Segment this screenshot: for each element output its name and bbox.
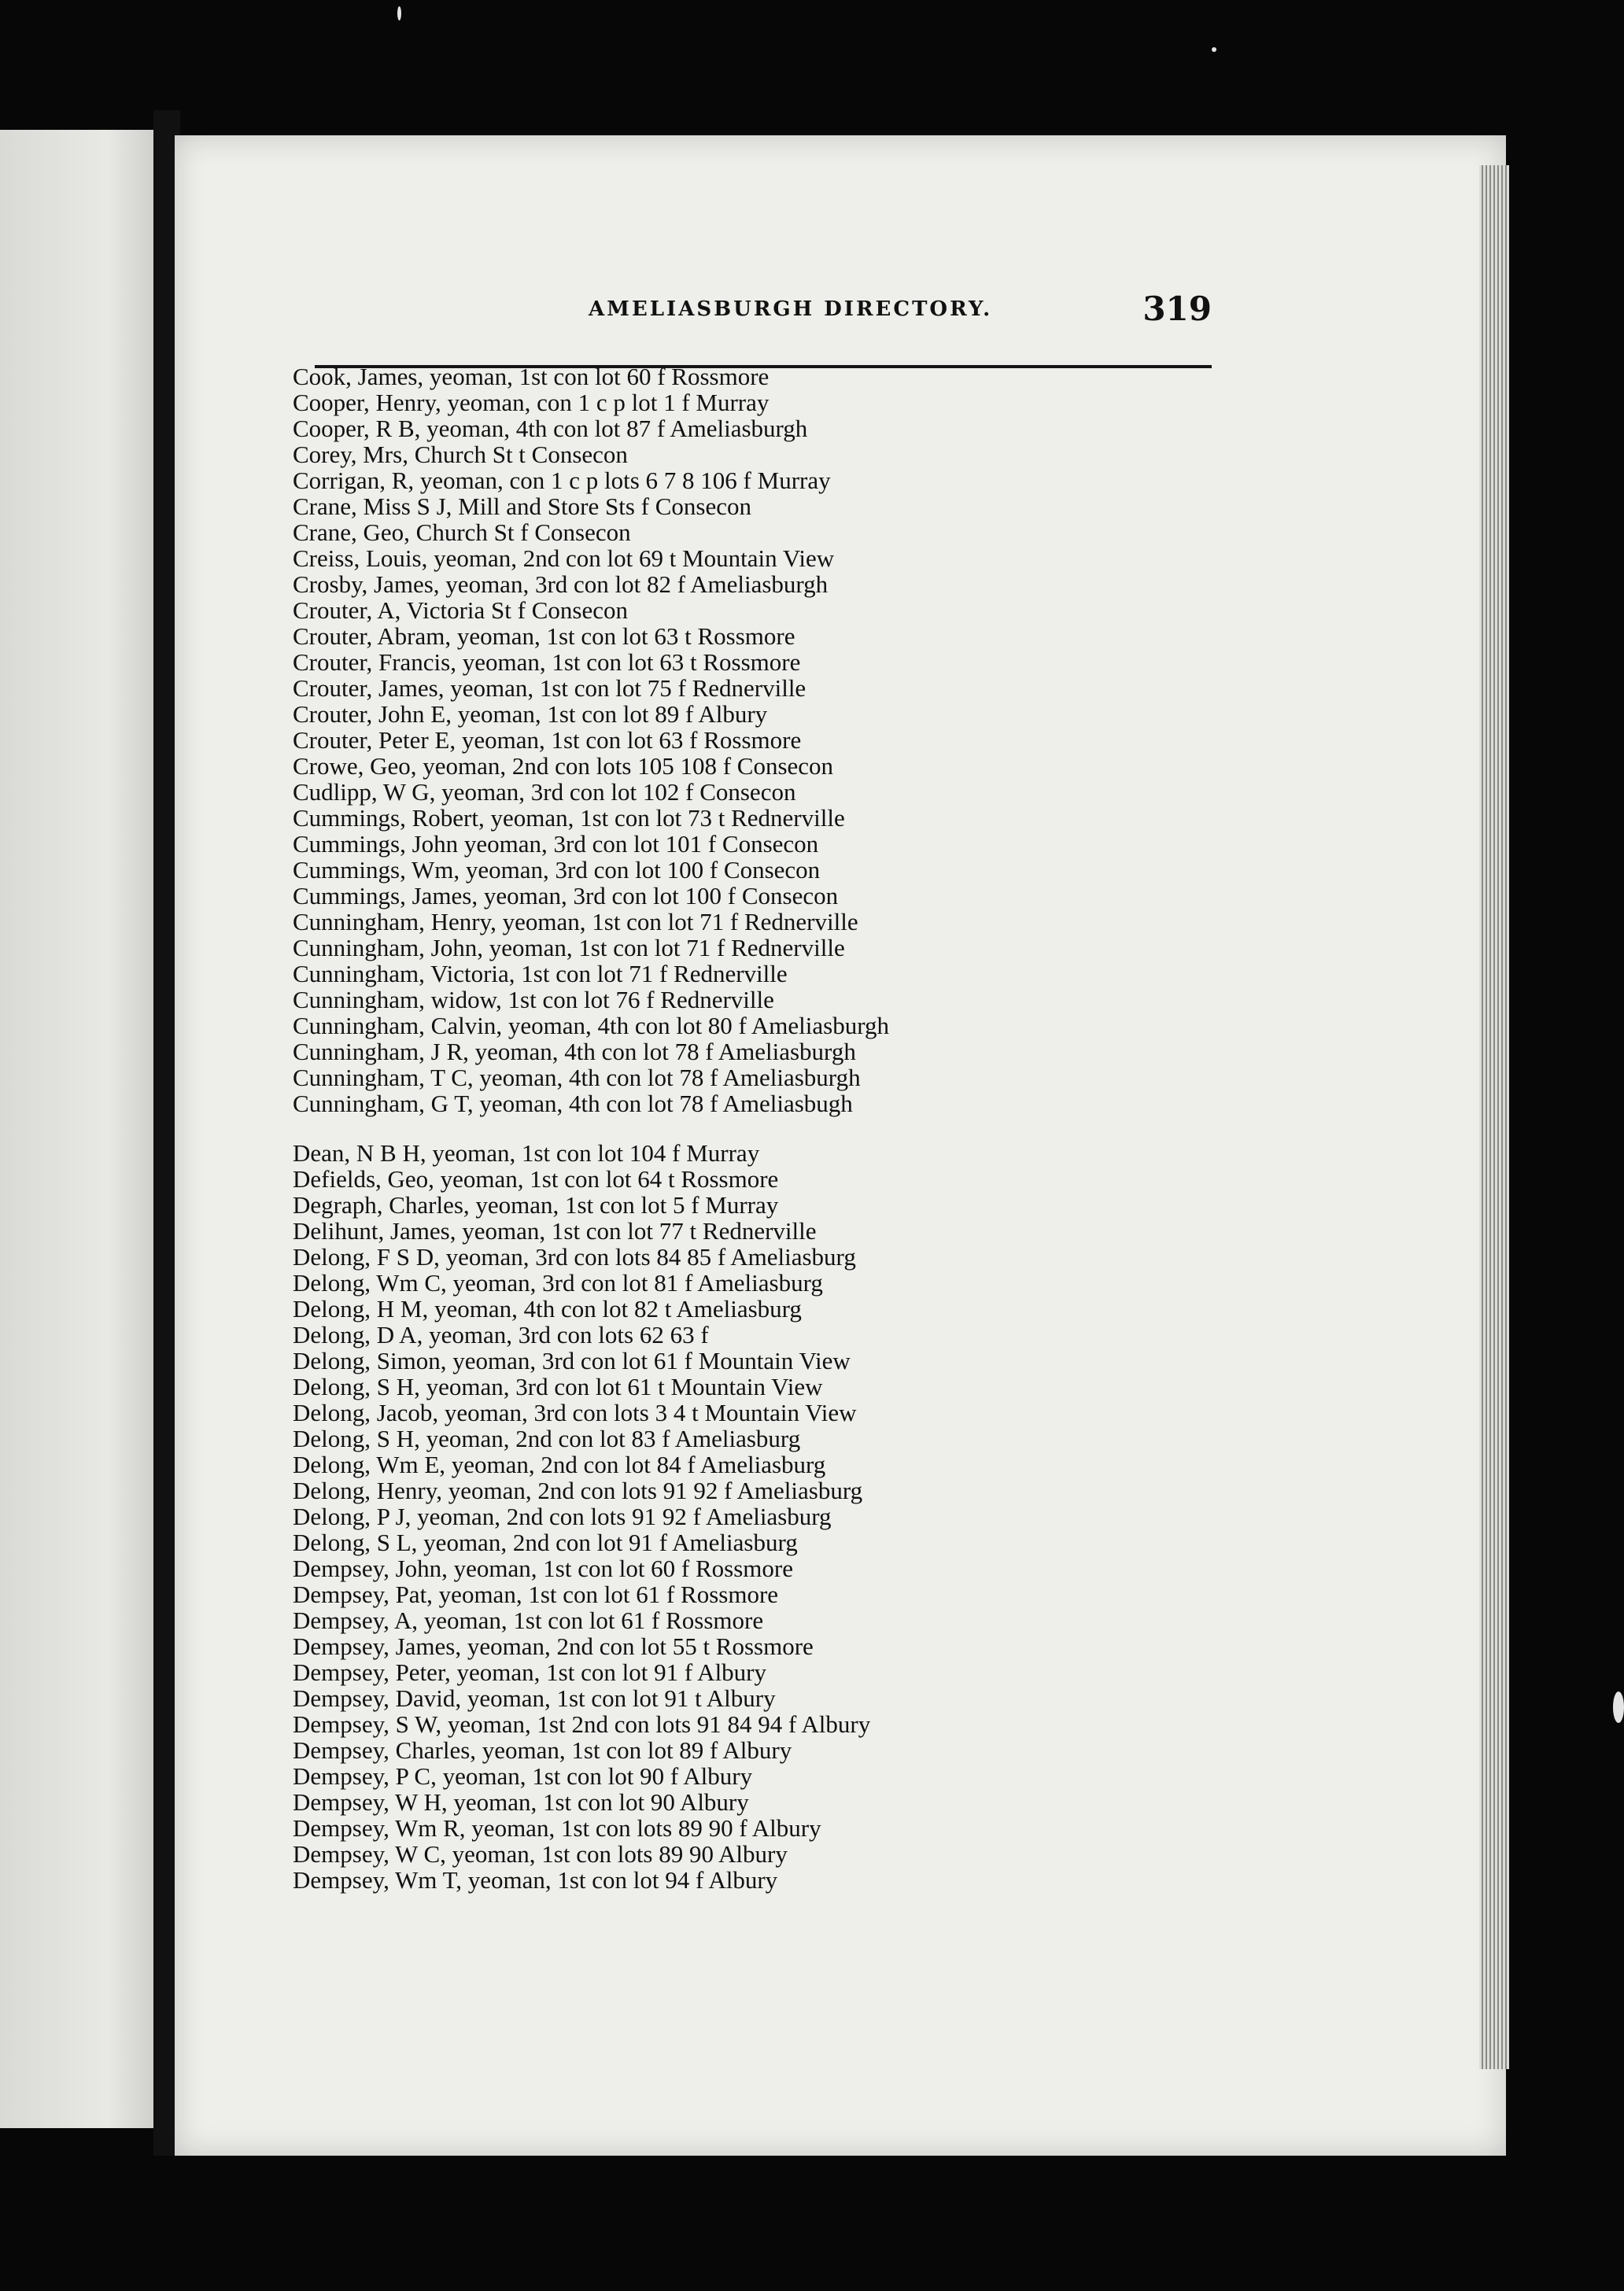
- directory-entry: Dempsey, A, yeoman, 1st con lot 61 f Rossmore: [293, 1607, 764, 1634]
- directory-entry: Cooper, R B, yeoman, 4th con lot 87 f Ameliasburgh: [293, 415, 808, 442]
- directory-entry: Delong, P J, yeoman, 2nd con lots 91 92 f Ameliasburg: [293, 1503, 832, 1530]
- directory-entry: Corrigan, R, yeoman, con 1 c p lots 6 7 8 106 f Murray: [293, 467, 831, 494]
- directory-entry: Cunningham, Victoria, 1st con lot 71 f Rednerville: [293, 960, 788, 987]
- directory-entry: Delong, H M, yeoman, 4th con lot 82 t Ameliasburg: [293, 1295, 802, 1323]
- directory-entry: Cunningham, Calvin, yeoman, 4th con lot 80 f Ameliasburgh: [293, 1012, 889, 1039]
- directory-entry: Cummings, James, yeoman, 3rd con lot 100 f Consecon: [293, 882, 839, 909]
- directory-entry: Cook, James, yeoman, 1st con lot 60 f Rossmore: [293, 363, 770, 390]
- film-speck: [1212, 47, 1216, 52]
- directory-entry: Dempsey, Charles, yeoman, 1st con lot 89 f Albury: [293, 1736, 792, 1764]
- directory-entry: Crouter, Abram, yeoman, 1st con lot 63 t Rossmore: [293, 622, 795, 650]
- page-header: [315, 290, 1212, 368]
- directory-entry: Crouter, Peter E, yeoman, 1st con lot 63 f Rossmore: [293, 726, 802, 754]
- directory-entry: Cudlipp, W G, yeoman, 3rd con lot 102 f Consecon: [293, 778, 796, 806]
- film-speck: [397, 6, 401, 20]
- page-edges: [1479, 165, 1509, 2069]
- directory-entry: Degraph, Charles, yeoman, 1st con lot 5 f Murray: [293, 1191, 779, 1219]
- directory-entries: [293, 363, 1316, 1893]
- directory-entry: Delong, F S D, yeoman, 3rd con lots 84 85 f Ameliasburg: [293, 1243, 856, 1271]
- directory-entry: Defields, Geo, yeoman, 1st con lot 64 t Rossmore: [293, 1165, 779, 1193]
- directory-entry: Crouter, James, yeoman, 1st con lot 75 f Rednerville: [293, 674, 806, 702]
- directory-entry: Creiss, Louis, yeoman, 2nd con lot 69 t Mountain View: [293, 544, 835, 572]
- directory-entry: Dean, N B H, yeoman, 1st con lot 104 f Murray: [293, 1139, 760, 1167]
- directory-entry: Delong, S H, yeoman, 2nd con lot 83 f Ameliasburg: [293, 1425, 801, 1452]
- directory-entry: Cummings, Robert, yeoman, 1st con lot 73 t Rednerville: [293, 804, 845, 832]
- directory-entry: Delong, Wm E, yeoman, 2nd con lot 84 f Ameliasburg: [293, 1451, 826, 1478]
- directory-entry: Dempsey, Wm T, yeoman, 1st con lot 94 f Albury: [293, 1866, 778, 1894]
- directory-entry: Dempsey, Wm R, yeoman, 1st con lots 89 90 f Albury: [293, 1814, 821, 1842]
- directory-entry: Cunningham, Henry, yeoman, 1st con lot 71 f Rednerville: [293, 908, 858, 935]
- facing-page: [0, 130, 158, 2128]
- directory-entry: Delihunt, James, yeoman, 1st con lot 77 t Rednerville: [293, 1217, 817, 1245]
- directory-entry: Dempsey, James, yeoman, 2nd con lot 55 t Rossmore: [293, 1632, 814, 1660]
- directory-entry: Cummings, John yeoman, 3rd con lot 101 f Consecon: [293, 830, 819, 858]
- directory-entry: Cooper, Henry, yeoman, con 1 c p lot 1 f Murray: [293, 389, 770, 416]
- directory-entry: Dempsey, W C, yeoman, 1st con lots 89 90 Albury: [293, 1840, 788, 1868]
- directory-entry: Crane, Geo, Church St f Consecon: [293, 518, 631, 546]
- directory-entry: Dempsey, S W, yeoman, 1st 2nd con lots 91 84 94 f Albury: [293, 1710, 871, 1738]
- directory-entry: Delong, S L, yeoman, 2nd con lot 91 f Ameliasburg: [293, 1529, 798, 1556]
- film-speck: [1613, 1692, 1624, 1723]
- directory-entry: Delong, Simon, yeoman, 3rd con lot 61 f Mountain View: [293, 1347, 851, 1374]
- directory-entry: Dempsey, David, yeoman, 1st con lot 91 t Albury: [293, 1684, 776, 1712]
- directory-entry: Delong, S H, yeoman, 3rd con lot 61 t Mountain View: [293, 1373, 823, 1400]
- directory-entry: Delong, D A, yeoman, 3rd con lots 62 63 f: [293, 1321, 709, 1348]
- directory-entry: Crouter, Francis, yeoman, 1st con lot 63 t Rossmore: [293, 648, 801, 676]
- directory-entry: Dempsey, W H, yeoman, 1st con lot 90 Albury: [293, 1788, 749, 1816]
- directory-entry: Dempsey, John, yeoman, 1st con lot 60 f Rossmore: [293, 1555, 793, 1582]
- directory-entry: Crouter, John E, yeoman, 1st con lot 89 f Albury: [293, 700, 768, 728]
- directory-entry: Dempsey, Pat, yeoman, 1st con lot 61 f Rossmore: [293, 1581, 779, 1608]
- page-number: 319: [1142, 290, 1212, 328]
- directory-entry: Crosby, James, yeoman, 3rd con lot 82 f Ameliasburgh: [293, 570, 829, 598]
- directory-entry: Delong, Wm C, yeoman, 3rd con lot 81 f Ameliasburg: [293, 1269, 823, 1297]
- directory-entry: Cunningham, T C, yeoman, 4th con lot 78 f Ameliasburgh: [293, 1064, 861, 1091]
- directory-entry: Crouter, A, Victoria St f Consecon: [293, 596, 628, 624]
- directory-entry: Cunningham, J R, yeoman, 4th con lot 78 f Ameliasburgh: [293, 1038, 856, 1065]
- directory-entry: Dempsey, Peter, yeoman, 1st con lot 91 f Albury: [293, 1658, 767, 1686]
- directory-entry: Delong, Henry, yeoman, 2nd con lots 91 92 f Ameliasburg: [293, 1477, 863, 1504]
- directory-entry: Cummings, Wm, yeoman, 3rd con lot 100 f Consecon: [293, 856, 821, 884]
- directory-entry: Crowe, Geo, yeoman, 2nd con lots 105 108 f Consecon: [293, 752, 834, 780]
- directory-entry: Corey, Mrs, Church St t Consecon: [293, 441, 628, 468]
- directory-entry: Cunningham, G T, yeoman, 4th con lot 78 f Ameliasbugh: [293, 1090, 853, 1117]
- directory-entry: Delong, Jacob, yeoman, 3rd con lots 3 4 t Mountain View: [293, 1399, 857, 1426]
- directory-entry: Cunningham, widow, 1st con lot 76 f Rednerville: [293, 986, 774, 1013]
- running-title: AMELIASBURGH DIRECTORY.: [589, 297, 993, 321]
- directory-entry: Cunningham, John, yeoman, 1st con lot 71 f Rednerville: [293, 934, 845, 961]
- directory-entry: Crane, Miss S J, Mill and Store Sts f Consecon: [293, 493, 751, 520]
- directory-entry: Dempsey, P C, yeoman, 1st con lot 90 f Albury: [293, 1762, 753, 1790]
